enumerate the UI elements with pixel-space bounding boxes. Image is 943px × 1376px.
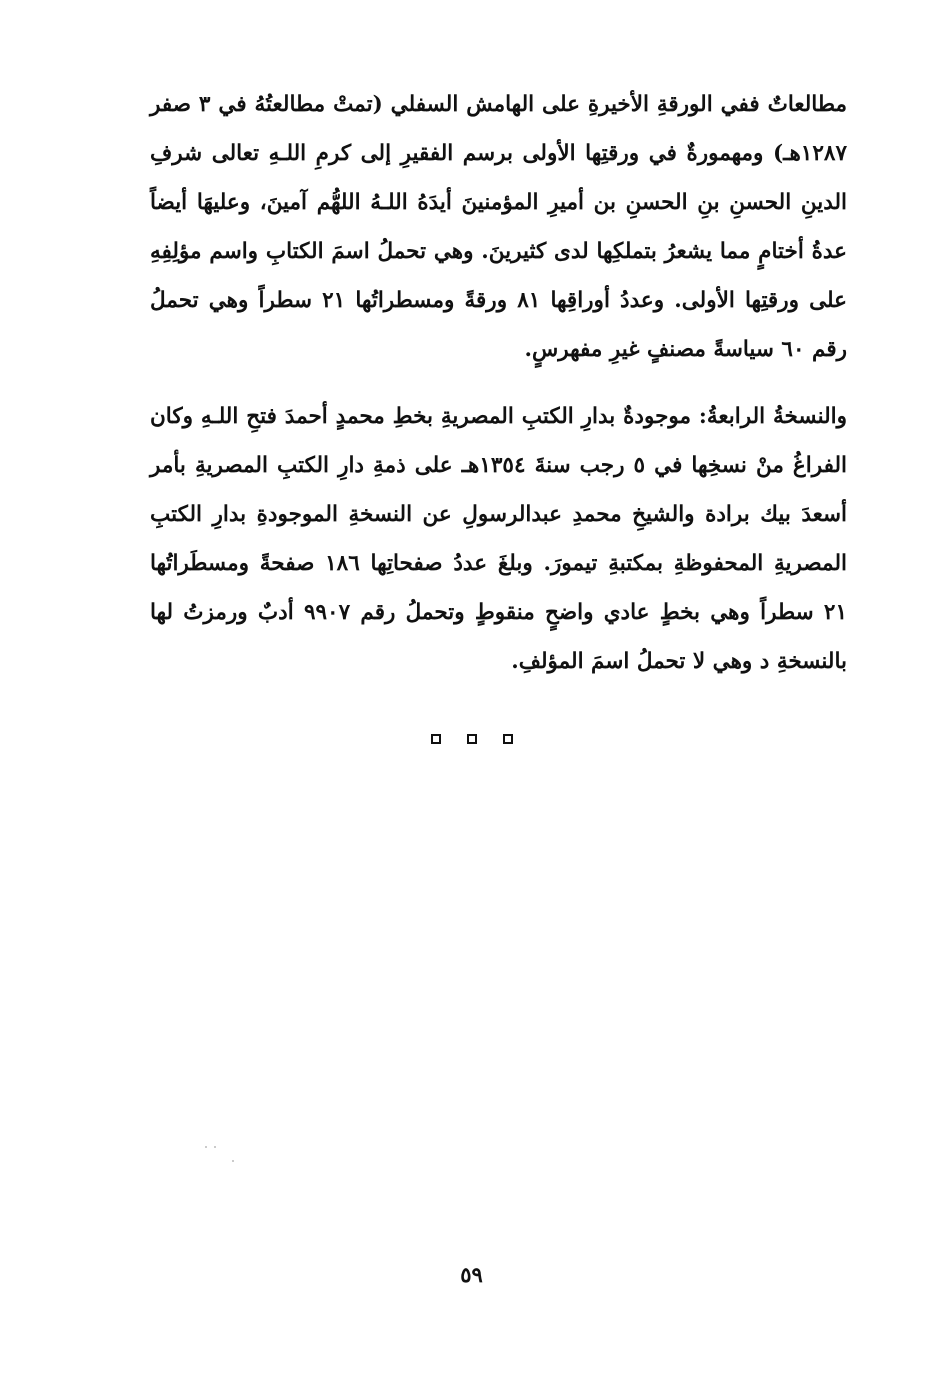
paragraph-fourth-copy: والنسخةُ الرابعةُ: موجودةٌ بدارِ الكتبِ المصريةِ بخطِ محمدٍ أحمدَ فتحِ اللـهِ وكان الفراغُ منْ نسخِها في ٥ رجب سنةَ ١٣٥٤هـ على ذمةِ دارِ الكتبِ المصريةِ بأمر أسعدَ بيك برادة والشيخِ محمدِ عبدالرسولِ عن النسخةِ الموجودةِ بدارِ الكتبِ المصريةِ المحفوظةِ بمكتبةِ تيمورَ. وبلغَ عددُ صفحاتِها ١٨٦ صفحةً ومسطَراتُها ٢١ سطراً وهي بخطٍ عادي واضحٍ منقوطٍ وتحملُ رقم ٩٩٠٧ أدبٌ ورمزتُ لها بالنسخةِ د وهي لا تحملُ اسمَ المؤلفِ.	[150, 404, 848, 674]
scan-speck	[232, 1160, 234, 1162]
square-ornament-icon	[467, 734, 477, 744]
section-divider-ornament	[0, 734, 943, 744]
page-number: ٥٩	[460, 1262, 483, 1287]
square-ornament-icon	[503, 734, 513, 744]
scan-speck	[205, 1146, 207, 1148]
scan-speck	[214, 1146, 216, 1148]
square-ornament-icon	[431, 734, 441, 744]
paragraph-third-copy: مطالعاتٌ ففي الورقةِ الأخيرةِ على الهامش السفلي (تمتْ مطالعتُهُ في ٣ صفر ١٢٨٧هـ) ومهمورةٌ في ورقتِها الأولى برسم الفقيرِ إلى كرمِ اللـهِ تعالى شرفِ الدينِ الحسنِ بنِ الحسنِ بن أميرِ المؤمنينَ أيدَهُ اللـهُ اللهُّم آمينَ، وعليهَا أيضاً عدةُ أختامٍ مما يشعرُ بتملكِها لدى كثيرينَ. وهي تحملُ اسمَ الكتابِ واسم مؤلِفِهِ على ورقتِها الأولى. وعددُ أوراقِها ٨١ ورقةً ومسطراتُها ٢١ سطراً وهي تحملُ رقم ٦٠ سياسةً مصنفٍ غيرِ مفهرسٍ.	[150, 92, 848, 362]
